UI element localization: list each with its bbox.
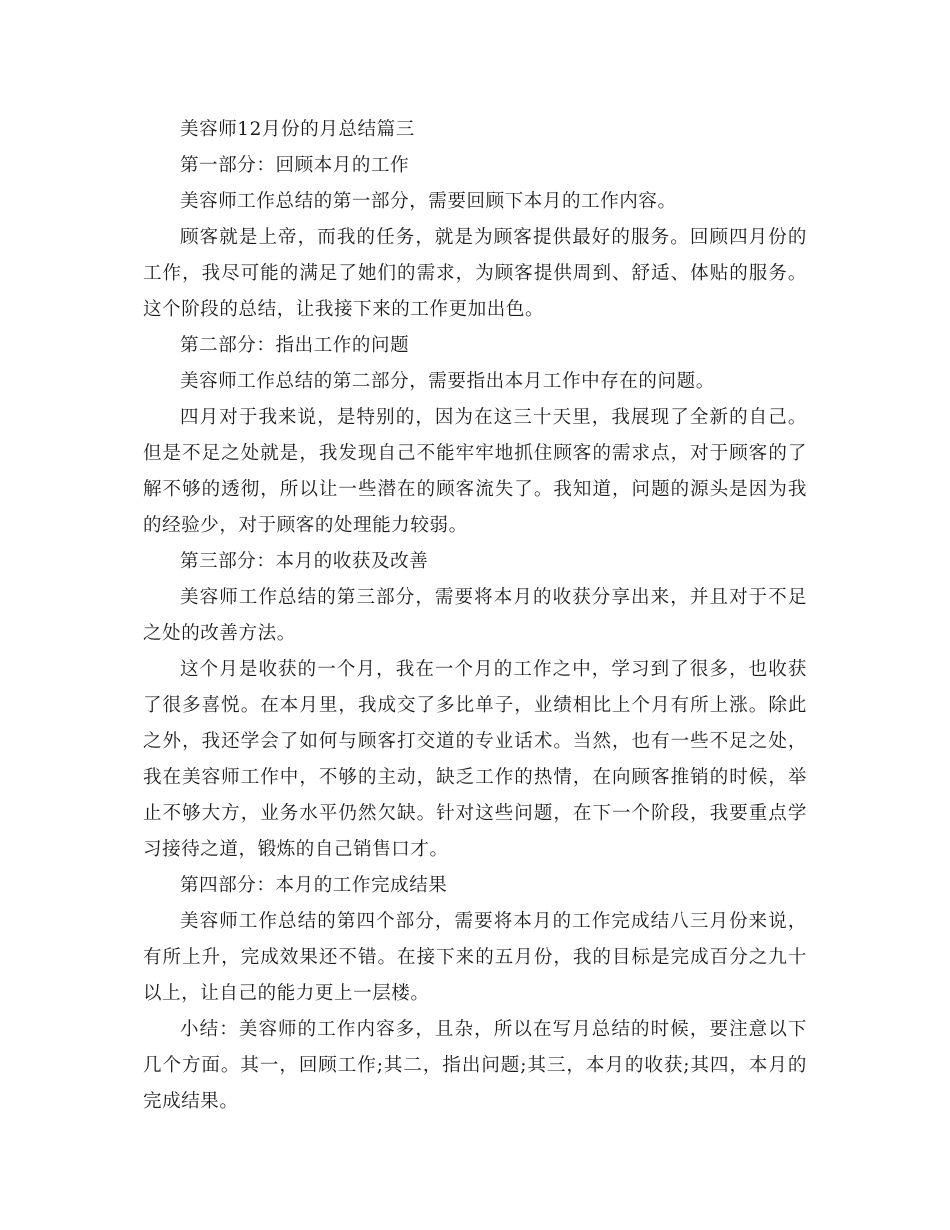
document-body [143, 112, 807, 1120]
section-heading-3: 第三部分：本月的收获及改善 [180, 551, 429, 572]
paragraph: 美容师工作总结的第四个部分，需要将本月的工作完成结八三月份来说，有所上升，完成效果还不错。在接下来的五月份，我的目标是完成百分之九十以上，让自己的能力更上一层楼。 [143, 911, 807, 1004]
summary-paragraph: 小结：美容师的工作内容多，且杂，所以在写月总结的时候，要注意以下几个方面。其一，回顾工作;其二，指出问题;其三，本月的收获;其四，本月的完成结果。 [143, 1019, 807, 1112]
paragraph: 美容师工作总结的第三部分，需要将本月的收获分享出来，并且对于不足之处的改善方法。 [143, 587, 807, 644]
paragraph: 这个月是收获的一个月，我在一个月的工作之中，学习到了很多，也收获了很多喜悦。在本月里，我成交了多比单子，业绩相比上个月有所上涨。除此之外，我还学会了如何与顾客打交道的专业话术。当然，也有一些不足之处，我在美容师工作中，不够的主动，缺乏工作的热情，在向顾客推销的时候，举止不够大方，业务水平仍然欠缺。针对这些问题，在下一个阶段，我要重点学习接待之道，锻炼的自己销售口才。 [143, 659, 807, 860]
section-heading-2: 第二部分：指出工作的问题 [180, 335, 410, 356]
section-heading-1: 第一部分：回顾本月的工作 [180, 155, 410, 176]
paragraph: 顾客就是上帝，而我的任务，就是为顾客提供最好的服务。回顾四月份的工作，我尽可能的满足了她们的需求，为顾客提供周到、舒适、体贴的服务。这个阶段的总结，让我接下来的工作更加出色。 [143, 227, 807, 320]
paragraph: 美容师工作总结的第一部分，需要回顾下本月的工作内容。 [180, 191, 677, 212]
section-heading-4: 第四部分：本月的工作完成结果 [180, 875, 448, 896]
paragraph: 四月对于我来说，是特别的，因为在这三十天里，我展现了全新的自己。但是不足之处就是，我发现自己不能牢牢地抓住顾客的需求点，对于顾客的了解不够的透彻，所以让一些潜在的顾客流失了。我知道，问题的源头是因为我的经验少，对于顾客的处理能力较弱。 [143, 407, 807, 536]
document-title: 美容师12月份的月总结篇三 [180, 119, 415, 140]
paragraph: 美容师工作总结的第二部分，需要指出本月工作中存在的问题。 [180, 371, 715, 392]
